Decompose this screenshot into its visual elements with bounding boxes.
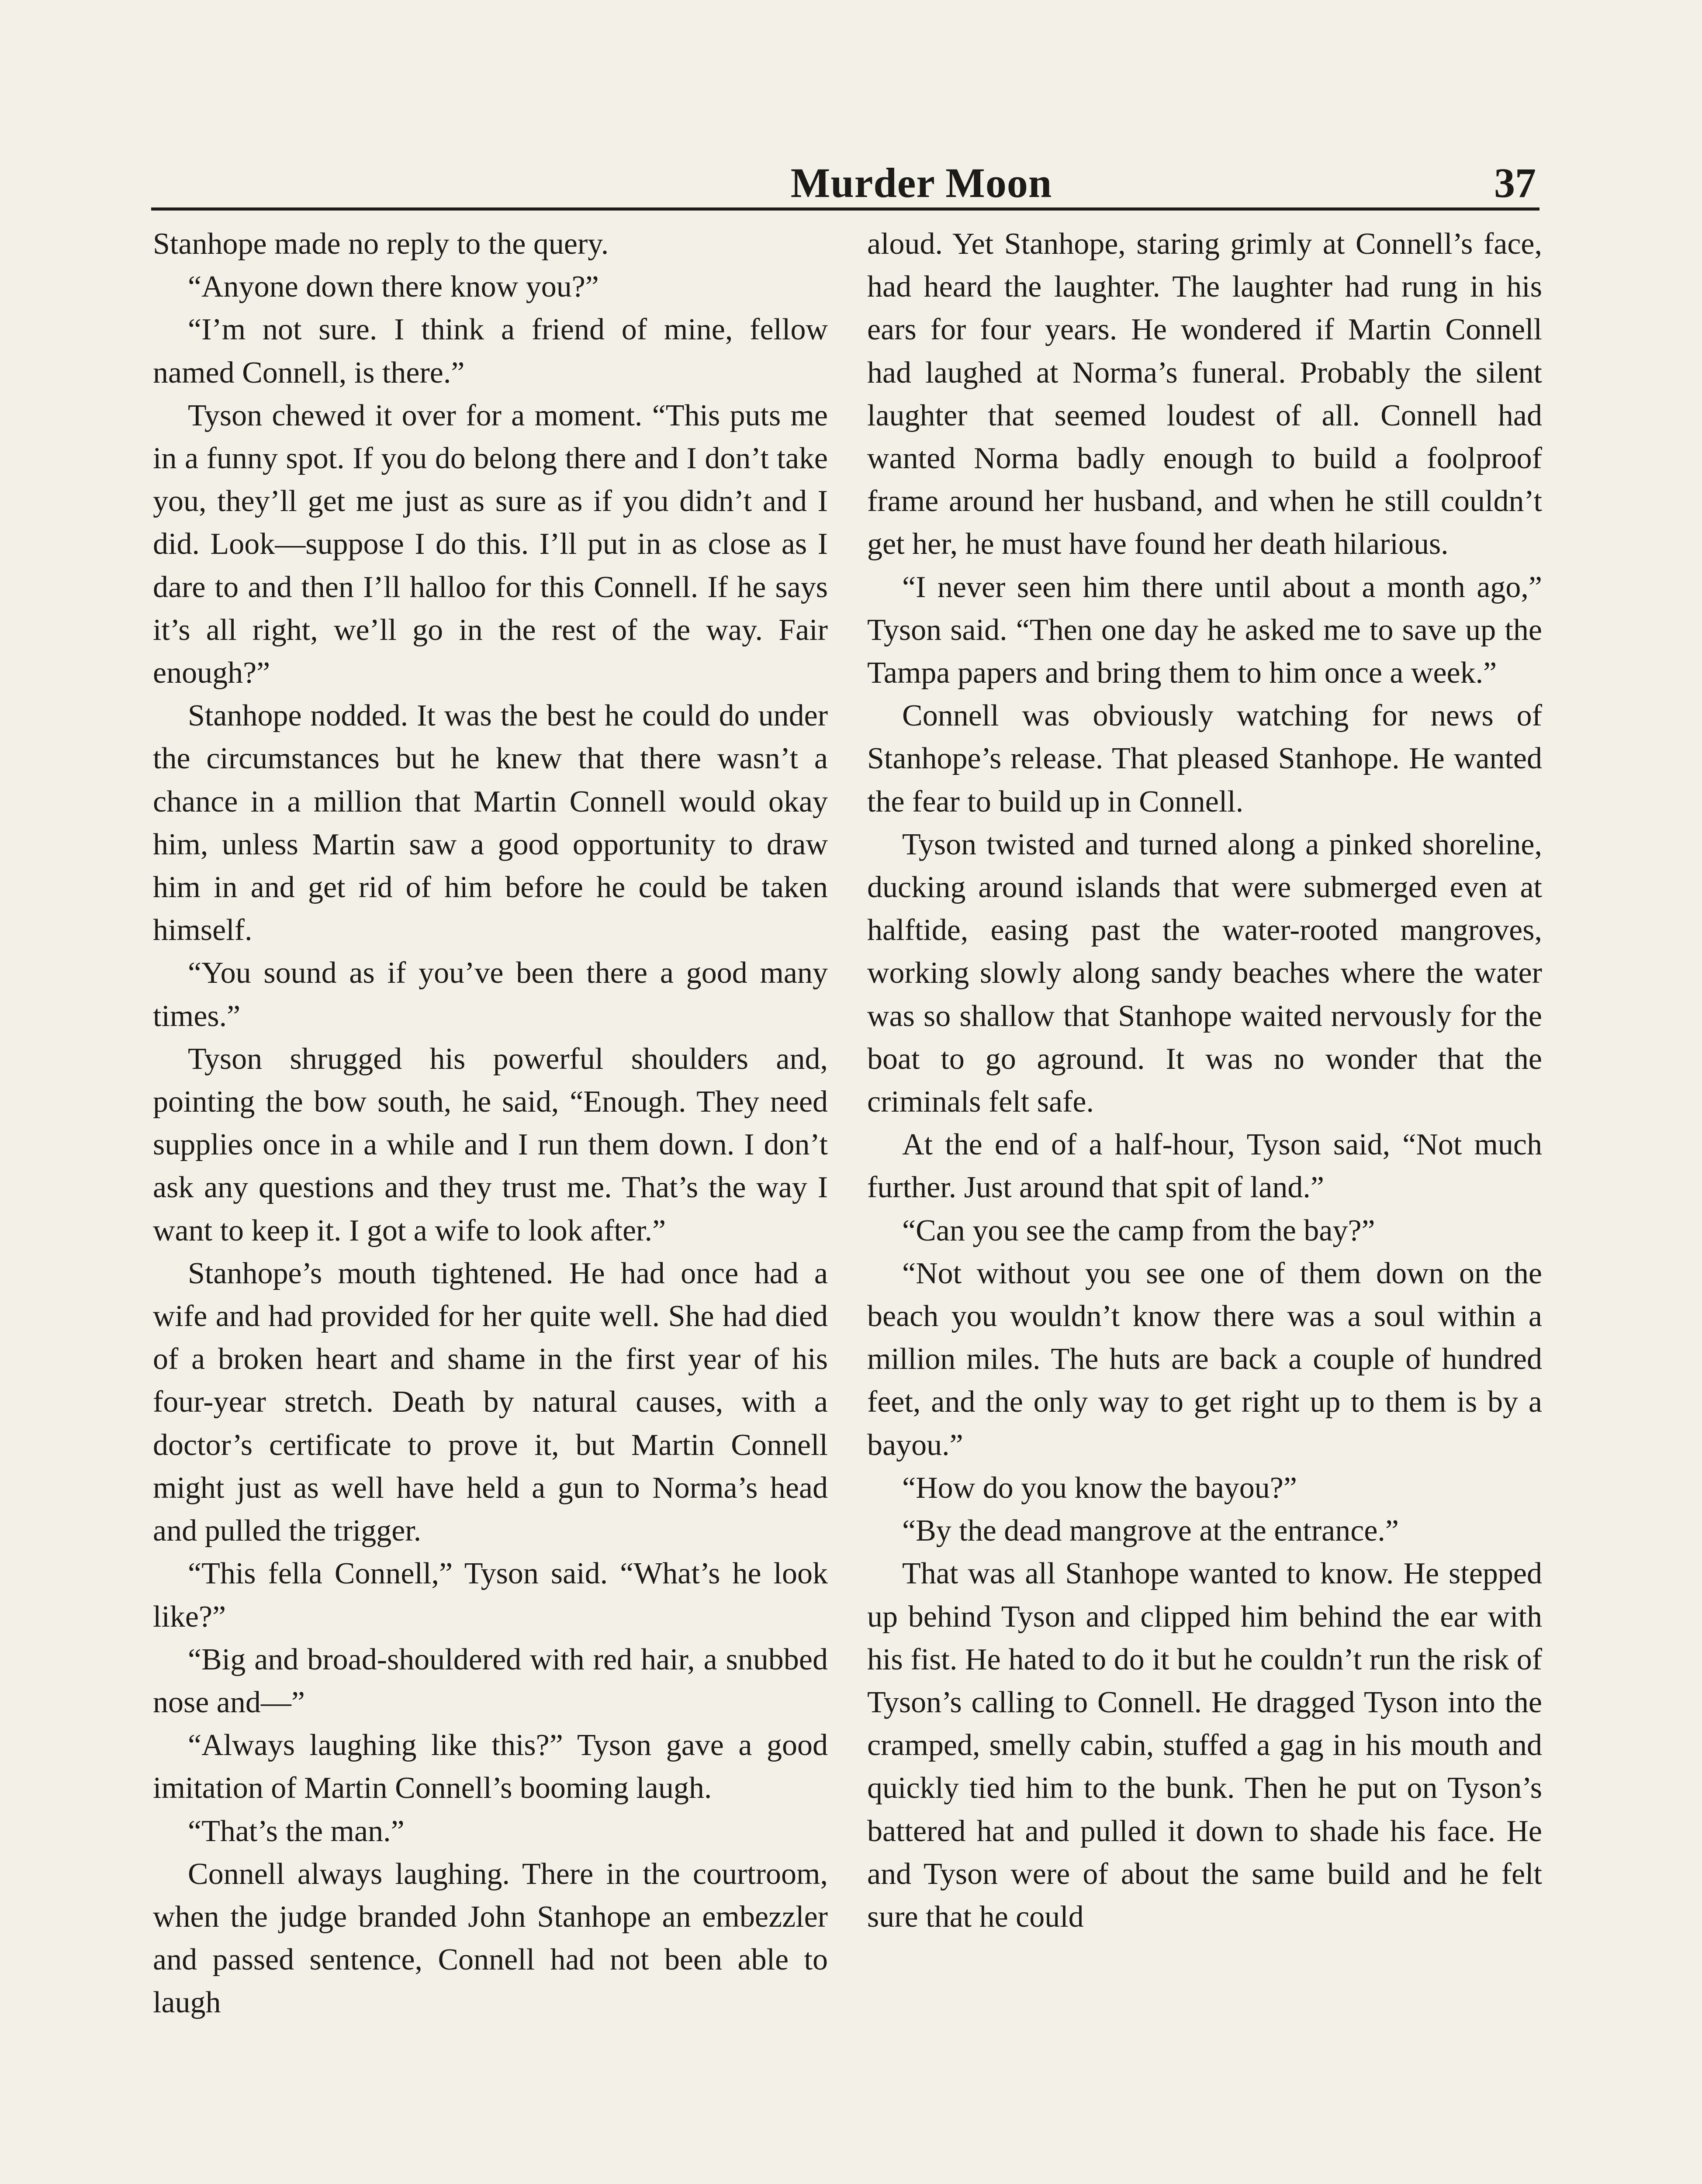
paragraph: “Always laughing like this?” Tyson gave a good imitation of Martin Connell’s booming laugh. xyxy=(153,1728,828,1805)
paragraph: Connell was obviously watching for news of Stanhope’s release. That pleased Stanhope. He wanted the fear to build up in Connell. xyxy=(867,699,1542,819)
paragraph: aloud. Yet Stanhope, staring grimly at Connell’s face, had heard the laughter. The laughter had rung in his ears for four years. He wondered if Martin Connell had laughed at Norma’s funeral. Probably the silent laughter that seemed loudest of all. Connell had wanted Norma badly enough to build a foolproof frame around her husband, and when he still couldn’t get her, he must have found her death hilarious. xyxy=(867,227,1542,561)
paragraph: “Can you see the camp from the bay?” xyxy=(902,1213,1375,1248)
paragraph: “How do you know the bayou?” xyxy=(902,1471,1297,1505)
paragraph: “I never seen him there until about a month ago,” Tyson said. “Then one day he asked me to save up the Tampa papers and bring them to him once a week.” xyxy=(867,570,1542,690)
page-number: 37 xyxy=(1494,159,1536,206)
paragraph: Tyson shrugged his powerful shoulders and, pointing the bow south, he said, “Enough. They need supplies once in a while and I run them down. I don’t ask any questions and they trust me. That’s the way I want to keep it. I got a wife to look after.” xyxy=(153,1042,828,1248)
paragraph: “Big and broad-shouldered with red hair, a snubbed nose and—” xyxy=(153,1642,828,1719)
text-column-left xyxy=(153,223,828,2025)
paragraph: “That’s the man.” xyxy=(188,1814,405,1848)
paragraph: Tyson twisted and turned along a pinked shoreline, ducking around islands that were submerged even at halftide, easing past the water-rooted mangroves, working slowly along sandy beaches where the water was so shallow that Stanhope waited nervously for the boat to go aground. It was no wonder that the criminals felt safe. xyxy=(867,827,1542,1119)
running-header xyxy=(151,155,1539,211)
paragraph: Connell always laughing. There in the courtroom, when the judge branded John Stanhope an embezzler and passed sentence, Connell had not been able to laugh xyxy=(153,1857,828,2020)
paragraph: Stanhope’s mouth tightened. He had once had a wife and had provided for her quite well. She had died of a broken heart and shame in the first year of his four-year stretch. Death by natural causes, with a doctor’s certificate to prove it, but Martin Connell might just as well have held a gun to Norma’s head and pulled the trigger. xyxy=(153,1256,828,1548)
paragraph: “Not without you see one of them down on the beach you wouldn’t know there was a soul within a million miles. The huts are back a couple of hundred feet, and the only way to get right up to them is by a bayou.” xyxy=(867,1256,1542,1462)
paragraph: “This fella Connell,” Tyson said. “What’s he look like?” xyxy=(153,1557,828,1634)
paragraph: Stanhope made no reply to the query. xyxy=(153,227,609,261)
paragraph: At the end of a half-hour, Tyson said, “Not much further. Just around that spit of land.” xyxy=(867,1128,1542,1205)
paragraph: Tyson chewed it over for a moment. “This puts me in a funny spot. If you do belong there and I don’t take you, they’ll get me just as sure as if you didn’t and I did. Look—suppose I do this. I’ll put in as close as I dare to and then I’ll halloo for this Connell. If he says it’s all right, we’ll go in the rest of the way. Fair enough?” xyxy=(153,398,828,690)
paragraph: Stanhope nodded. It was the best he could do under the circumstances but he knew that there wasn’t a chance in a million that Martin Connell would okay him, unless Martin saw a good opportunity to draw him in and get rid of him before he could be taken himself. xyxy=(153,699,828,947)
paragraph: “I’m not sure. I think a friend of mine, fellow named Connell, is there.” xyxy=(153,313,828,390)
paragraph: “You sound as if you’ve been there a good many times.” xyxy=(153,956,828,1033)
paragraph: “By the dead mangrove at the entrance.” xyxy=(902,1514,1399,1548)
paragraph: That was all Stanhope wanted to know. He stepped up behind Tyson and clipped him behind the ear with his fist. He hated to do it but he couldn’t run the risk of Tyson’s calling to Connell. He dragged Tyson into the cramped, smelly cabin, stuffed a gag in his mouth and quickly tied him to the bunk. Then he put on Tyson’s battered hat and pulled it down to shade his face. He and Tyson were of about the same build and he felt sure that he could xyxy=(867,1557,1542,1934)
text-column-right xyxy=(867,223,1542,1939)
running-title: Murder Moon xyxy=(790,159,1052,206)
paragraph: “Anyone down there know you?” xyxy=(188,270,599,304)
